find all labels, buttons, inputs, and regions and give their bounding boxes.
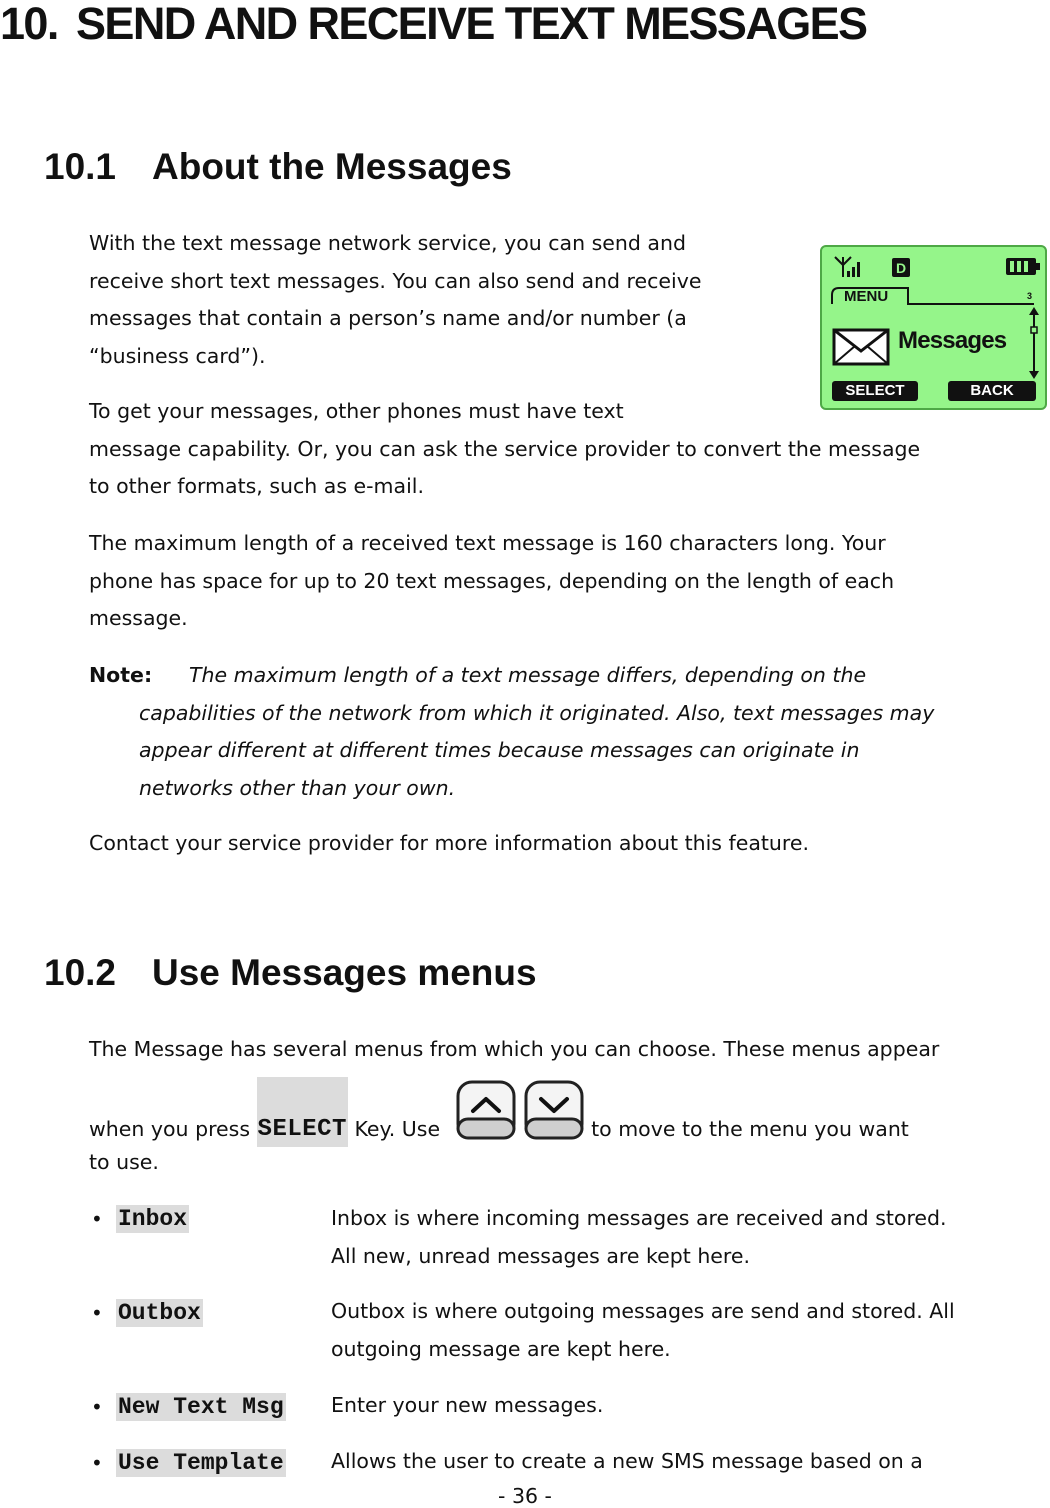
menu-item-outbox-desc xyxy=(331,1293,955,1368)
text-line: The maximum length of a text message differs, depending on the xyxy=(189,663,867,687)
menu-item-use-template-desc xyxy=(331,1443,923,1481)
text-line: “business card”). xyxy=(89,343,266,368)
text-line: outgoing message are kept here. xyxy=(331,1336,671,1361)
text-line: The Message has several menus from which you can choose. These menus appear xyxy=(89,1037,940,1061)
softkey-back: BACK xyxy=(948,381,1036,401)
note-block xyxy=(89,657,934,807)
section-heading-about xyxy=(44,146,512,188)
text-line: Enter your new messages. xyxy=(331,1393,604,1417)
text-line: Contact your service provider for more information about this feature. xyxy=(89,831,810,855)
paragraph-menus-keys xyxy=(89,1071,909,1147)
text-line: Allows the user to create a new SMS message based on a xyxy=(331,1449,923,1473)
menu-item-new-text-msg-desc xyxy=(331,1387,603,1425)
phone-screen-illustration xyxy=(820,245,1047,410)
text-line: To get your messages, other phones must have text xyxy=(89,399,624,423)
menu-item-use-template: Use Template xyxy=(118,1450,284,1476)
paragraph-intro xyxy=(89,225,701,375)
menu-item-inbox: Inbox xyxy=(118,1206,188,1232)
text-line: to move to the menu you want xyxy=(584,1117,909,1141)
bullet: • xyxy=(91,1207,103,1231)
section-number: 10.1 xyxy=(44,146,117,187)
section-title: Use Messages menus xyxy=(152,952,537,993)
text-line: when you press xyxy=(89,1117,257,1141)
paragraph-menus-end xyxy=(89,1144,159,1182)
menu-item-inbox-desc xyxy=(331,1200,947,1275)
text-line: appear different at different times because messages can originate in xyxy=(139,738,860,762)
chapter-title xyxy=(0,0,866,50)
text-line: Inbox is where incoming messages are received and stored. xyxy=(331,1206,947,1230)
menu-item-outbox: Outbox xyxy=(118,1300,201,1326)
softkey-select: SELECT xyxy=(832,381,918,401)
chapter-number: 10. xyxy=(0,0,58,49)
bullet: • xyxy=(91,1451,103,1475)
text-line: to use. xyxy=(89,1150,159,1174)
section-title: About the Messages xyxy=(152,146,512,187)
envelope-icon xyxy=(834,330,888,364)
text-line: messages that contain a person’s name and/or number (a xyxy=(89,306,687,330)
text-line: message. xyxy=(89,606,188,630)
text-line: Key. Use xyxy=(347,1117,447,1141)
text-line: With the text message network service, you can send and xyxy=(89,231,686,255)
menu-item-new-text-msg: New Text Msg xyxy=(118,1394,284,1420)
text-line: The maximum length of a received text message is 160 characters long. Your xyxy=(89,531,886,555)
page-number: - 36 - xyxy=(498,1484,552,1508)
screen-item-label: Messages xyxy=(898,327,1007,354)
section-number: 10.2 xyxy=(44,952,117,993)
text-line: capabilities of the network from which it originated. Also, text messages may xyxy=(139,700,935,725)
note-label: Note: xyxy=(89,663,153,687)
network-icon-letter: D xyxy=(895,260,907,276)
text-line: phone has space for up to 20 text messages, depending on the length of each xyxy=(89,568,895,593)
bullet: • xyxy=(91,1395,103,1419)
text-line: to other formats, such as e-mail. xyxy=(89,474,424,498)
text-line: receive short text messages. You can also send and receive xyxy=(89,268,702,293)
paragraph-max-length xyxy=(89,525,894,638)
text-line: Outbox is where outgoing messages are send and stored. All xyxy=(331,1299,955,1323)
section-heading-menus xyxy=(44,952,537,994)
chapter-title-text: SEND AND RECEIVE TEXT MESSAGES xyxy=(76,0,867,49)
digital-network-icon xyxy=(892,258,910,277)
paragraph-contact xyxy=(89,825,809,863)
screen-menu-label: MENU xyxy=(844,288,889,305)
scroll-indicator-icon xyxy=(1029,307,1039,379)
paragraph-menus-intro xyxy=(89,1031,939,1069)
text-line: All new, unread messages are kept here. xyxy=(331,1243,751,1268)
up-key-icon xyxy=(455,1079,517,1141)
text-line: message capability. Or, you can ask the service provider to convert the message xyxy=(89,436,921,461)
down-key-icon xyxy=(523,1079,585,1141)
signal-strength-icon xyxy=(835,257,860,277)
svg-text:3: 3 xyxy=(1026,291,1032,301)
text-line: networks other than your own. xyxy=(139,775,456,800)
bullet: • xyxy=(91,1301,103,1325)
select-key-label: SELECT xyxy=(257,1077,348,1147)
paragraph-capability xyxy=(89,393,920,506)
battery-icon xyxy=(1006,258,1040,275)
